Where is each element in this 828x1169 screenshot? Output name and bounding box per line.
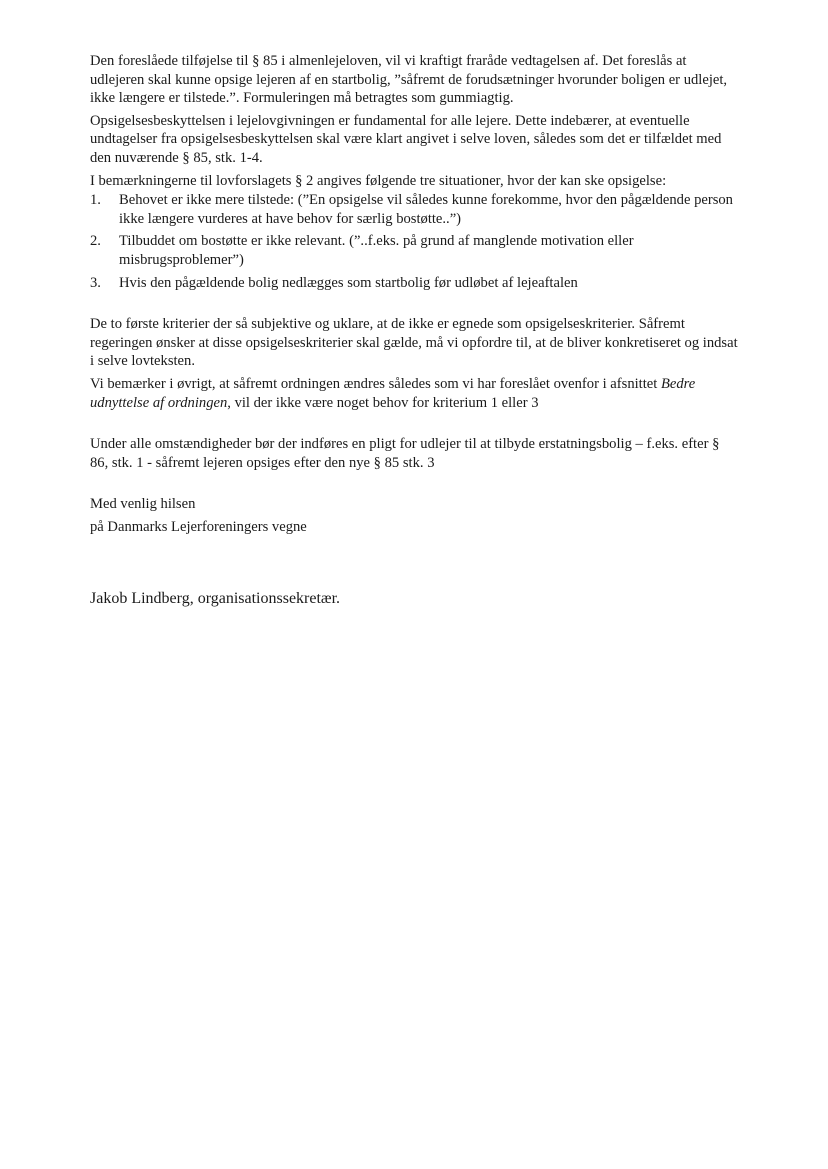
- remark-text-after: , vil der ikke være noget behov for kriterium 1 eller 3: [227, 394, 539, 411]
- list-text: Behovet er ikke mere tilstede: (”En opsigelse vil således kunne forekomme, hvor den pågældende person ikke længere vurderes at have behov for særlig bostøtte..”): [119, 192, 733, 227]
- list-item: [90, 274, 740, 293]
- paragraph-remark: [90, 375, 740, 412]
- paragraph-intro: Den foreslåede tilføjelse til § 85 i almenlejeloven, vil vi kraftigt fraråde vedtagelsen af. Det foreslås at udlejeren skal kunne opsige lejeren af en startbolig, ”såfremt de forudsætninger hvorunder boligen er udlejet, ikke længere er tilstede.”. Formuleringen må betragtes som gummiagtig.: [90, 53, 728, 107]
- paragraph-criteria: De to første kriterier der så subjektive og uklare, at de ikke er egnede som opsigelseskriterier. Såfremt regeringen ønsker at disse opsigelseskriterier skal gælde, må vi opfordre til, at de bliver konkretiseret og indsat i selve lovteksten.: [90, 316, 738, 370]
- letter-page: [90, 52, 740, 609]
- list-number: 2.: [90, 233, 101, 250]
- list-number: 1.: [90, 192, 101, 209]
- paragraph-situations-intro: I bemærkningerne til lovforslagets § 2 angives følgende tre situationer, hvor der kan ske opsigelse:: [90, 172, 667, 189]
- list-text: Hvis den pågældende bolig nedlægges som startbolig før udløbet af lejeaftalen: [119, 274, 578, 291]
- paragraph-replacement-housing: Under alle omstændigheder bør der indføres en pligt for udlejer til at tilbyde erstatningsbolig – f.eks. efter § 86, stk. 1 - såfremt lejeren opsiges efter den nye § 85 stk. 3: [90, 436, 720, 471]
- closing-greeting: Med venlig hilsen: [90, 496, 196, 513]
- situations-list: [90, 191, 740, 292]
- remark-text-before: Vi bemærker i øvrigt, at såfremt ordningen ændres således som vi har foreslået ovenfor i afsnittet: [90, 375, 661, 392]
- list-item: [90, 232, 740, 269]
- paragraph-protection: Opsigelsesbeskyttelsen i lejelovgivningen er fundamental for alle lejere. Dette indebærer, at eventuelle undtagelser fra opsigelsesbeskyttelsen skal være klart angivet i selve loven, således som det er tilfældet med den nuværende § 85, stk. 1-4.: [90, 112, 722, 166]
- closing-organisation: på Danmarks Lejerforeningers vegne: [90, 518, 307, 535]
- remark-section-title: Bedre udnyttelse af ordningen: [90, 375, 696, 411]
- list-text: Tilbuddet om bostøtte er ikke relevant. (”..f.eks. på grund af manglende motivation eller misbrugsproblemer”): [119, 233, 634, 268]
- list-item: [90, 191, 740, 228]
- signature-name: Jakob Lindberg, organisationssekretær.: [90, 590, 341, 608]
- list-number: 3.: [90, 274, 101, 291]
